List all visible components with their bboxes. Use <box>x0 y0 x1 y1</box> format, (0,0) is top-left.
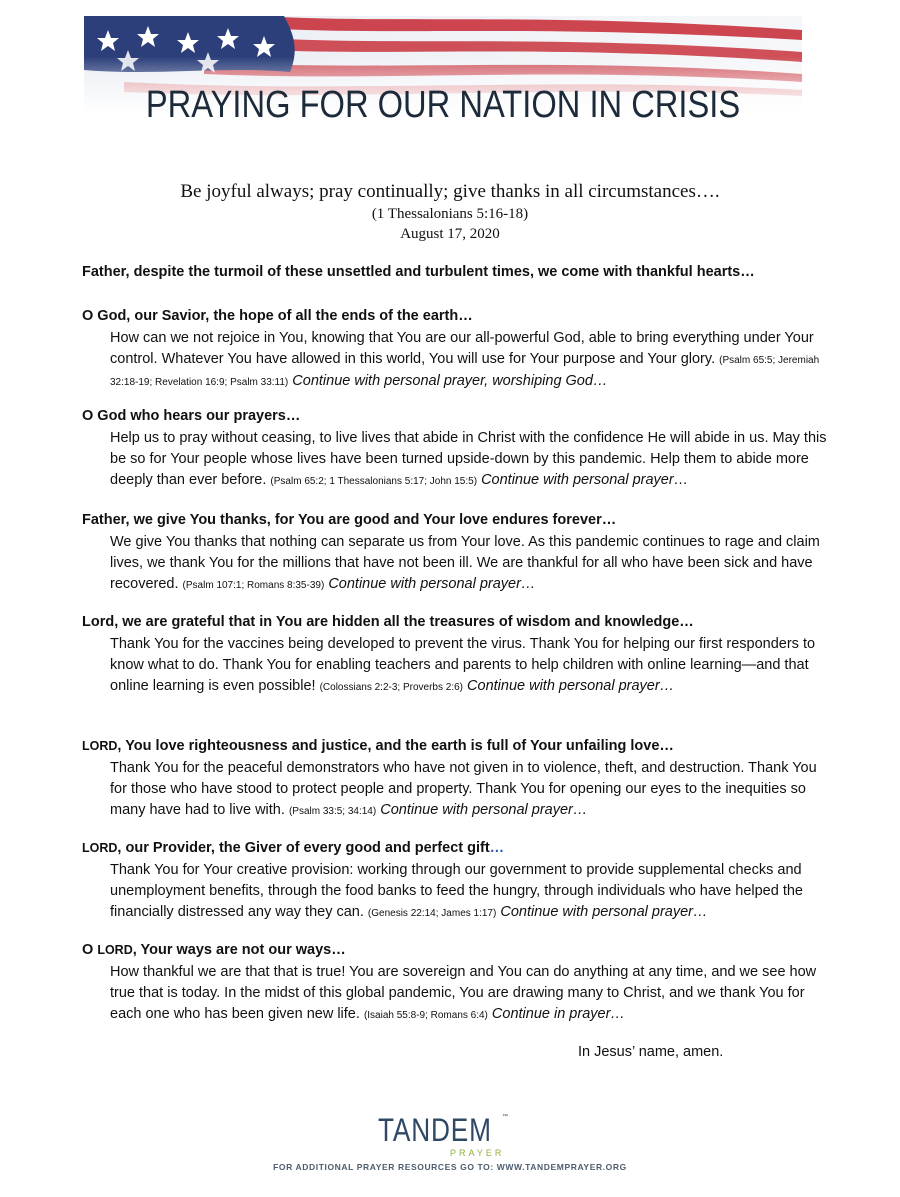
continue-prompt: Continue with personal prayer… <box>328 576 536 592</box>
footer-resources: FOR ADDITIONAL PRAYER RESOURCES GO TO: WWW.TANDEMPRAYER.ORG <box>273 1162 627 1172</box>
logo-subtitle: PRAYER <box>450 1148 505 1158</box>
scripture-refs: (Psalm 65:5; Jeremiah 32:18-19; Revelation 16:9; Psalm 33:11) <box>110 355 820 388</box>
heading-lord: LORD <box>82 739 118 753</box>
section-heading <box>82 940 827 960</box>
continue-prompt: Continue with personal prayer… <box>481 472 689 488</box>
continue-prompt: Continue in prayer… <box>491 1006 625 1022</box>
section-heading: O God, our Savior, the hope of all the ends of the earth… <box>82 308 473 324</box>
heading-lord: LORD <box>97 943 133 957</box>
scripture-refs: (Psalm 107:1; Romans 8:35-39) <box>182 580 325 591</box>
section-text: Thank You for the vaccines being developed to prevent the virus. Thank You for helping our first responders to know what to do. Thank You for enabling teachers and parents to help children with online learning—and that online learning is even possible! <box>110 636 816 694</box>
section-body <box>110 428 827 492</box>
logo-word: TANDEM <box>378 1112 492 1148</box>
prayer-section <box>82 306 827 393</box>
heading-text: , our Provider, the Giver of every good and perfect gift <box>117 840 490 856</box>
section-body <box>110 532 827 596</box>
heading-text: , You love righteousness and justice, and the earth is full of Your unfailing love… <box>117 738 674 754</box>
logo-trademark: ™ <box>502 1114 508 1120</box>
prayer-section <box>82 736 827 822</box>
section-text: How thankful we are that that is true! You are sovereign and You can do anything at any time, and we see how true that is today. In the midst of this global pandemic, You are drawing many to Christ, and we thank You for each one who has been given new life. <box>110 964 817 1022</box>
banner-title: PRAYING FOR OUR NATION IN CRISIS <box>145 84 741 126</box>
section-heading: Lord, we are grateful that in You are hidden all the treasures of wisdom and knowledge… <box>82 614 694 630</box>
tandem-prayer-logo <box>378 1112 508 1160</box>
prayer-section <box>82 510 827 596</box>
section-text: Thank You for the peaceful demonstrators who have not given in to violence, theft, and destruction. Thank You for those who have stood to protect people and property. Thank You for opening our eyes to the inequities so many have had to live with. <box>110 760 817 818</box>
closing-line: In Jesus’ name, amen. <box>578 1044 724 1060</box>
section-text: We give You thanks that nothing can separate us from Your love. As this pandemic continues to rage and claim lives, we thank You for the millions that have not been ill. We are thankful for all who have been sick and have recovered. <box>110 534 820 592</box>
intro-verse: Be joyful always; pray continually; give thanks in all circumstances…. <box>180 181 720 202</box>
section-body <box>110 860 827 924</box>
prayer-section <box>82 838 827 924</box>
scripture-refs: (Psalm 65:2; 1 Thessalonians 5:17; John 15:5) <box>270 476 478 487</box>
scripture-refs: (Isaiah 55:8-9; Romans 6:4) <box>363 1010 488 1021</box>
heading-ellipsis: … <box>489 840 505 856</box>
intro-reference: (1 Thessalonians 5:16-18) <box>371 206 529 222</box>
continue-prompt: Continue with personal prayer… <box>380 802 588 818</box>
prayer-section <box>82 940 827 1026</box>
prayer-section <box>82 612 827 698</box>
flag-banner <box>84 16 802 132</box>
scripture-refs: (Psalm 33:5; 34:14) <box>288 806 377 817</box>
heading-lord: LORD <box>82 841 118 855</box>
section-text: Help us to pray without ceasing, to live lives that abide in Christ with the confidence He will abide in us. May this be so for Your people whose lives have been turned upside-down by this pandemic. Help them to abide more deeply than ever before. <box>110 430 827 488</box>
continue-prompt: Continue with personal prayer… <box>500 904 708 920</box>
heading-text: , Your ways are not our ways… <box>132 942 346 958</box>
section-text: Thank You for Your creative provision: working through our government to provide supplemental checks and unemployment benefits, through the food banks to feed the hungry, through individuals who have helped the financially distressed any way they can. <box>110 862 803 920</box>
section-heading <box>82 838 827 858</box>
continue-prompt: Continue with personal prayer… <box>467 678 675 694</box>
section-body <box>110 758 827 822</box>
continue-prompt: Continue with personal prayer, worshiping God… <box>292 373 608 389</box>
scripture-refs: (Genesis 22:14; James 1:17) <box>367 908 497 919</box>
section-body <box>110 328 827 393</box>
scripture-refs: (Colossians 2:2-3; Proverbs 2:6) <box>319 682 463 693</box>
section-body <box>110 962 827 1026</box>
prayer-section <box>82 406 827 492</box>
intro-verse-block <box>0 180 900 244</box>
section-heading <box>82 736 827 756</box>
section-text: How can we not rejoice in You, knowing that You are our all-powerful God, able to bring everything under Your control. Whatever You have allowed in this world, You will use for Your purpose and Your glory. <box>110 330 814 367</box>
section-heading: Father, we give You thanks, for You are good and Your love endures forever… <box>82 512 617 528</box>
section-body <box>110 634 827 698</box>
section-heading: O God who hears our prayers… <box>82 408 301 424</box>
opening-line: Father, despite the turmoil of these unsettled and turbulent times, we come with thankful hearts… <box>82 264 755 280</box>
intro-date: August 17, 2020 <box>400 226 500 242</box>
heading-prefix: O <box>82 942 98 958</box>
